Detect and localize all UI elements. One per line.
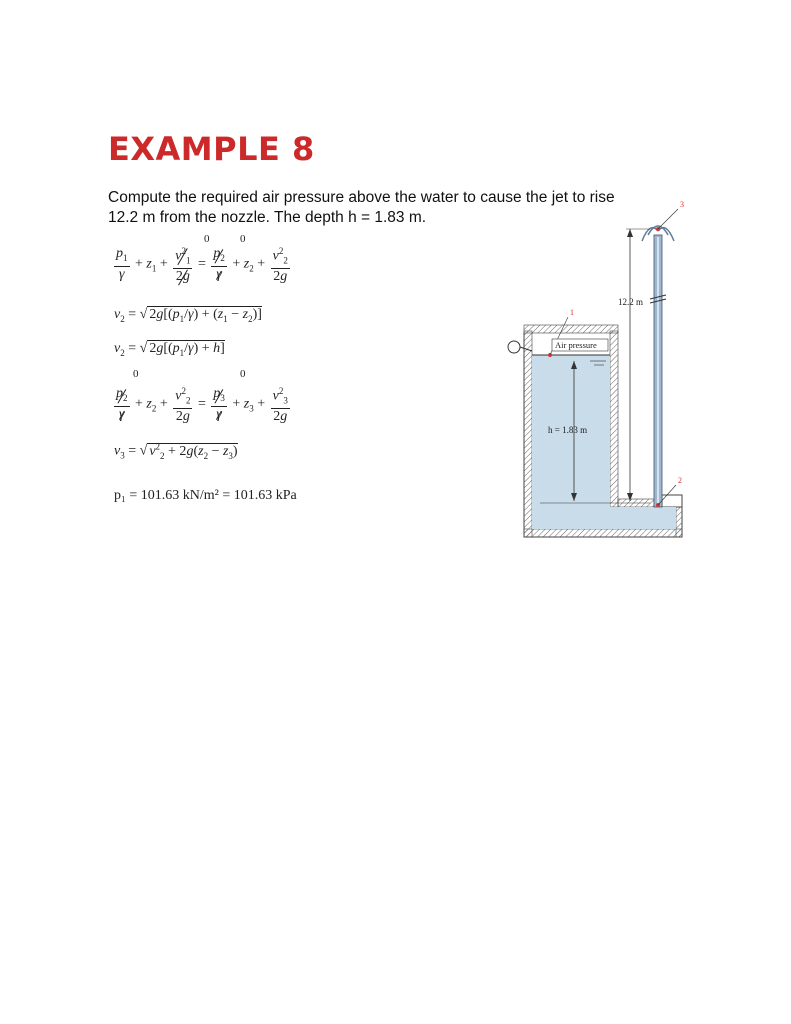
point-1-label: 1 <box>570 308 574 317</box>
zero-mark-4: 0 <box>240 368 246 380</box>
pressure-gauge <box>508 341 520 353</box>
tank-diagram <box>500 195 700 540</box>
v2-equation-a: $v_2$ = √ $2g[(p_1/\gamma) + (z_1 - z_2)]$ <box>114 307 262 324</box>
problem-line-1: Compute the required air pressure above the water to cause the jet to rise <box>108 189 615 206</box>
problem-line-2: 12.2 m from the nozzle. The depth h = 1.83 m. <box>108 209 427 226</box>
depth-label: h = 1.83 m <box>548 425 588 435</box>
air-pressure-label: Air pressure <box>555 340 597 350</box>
bernoulli-1-2: $\frac{p_1}{\gamma}$ + $z_1$ + $\frac{v^2_1}{2g}$ = $\frac{p_2}{\gamma}$ + $z_2$ + $\frac{v^2_2}{2g}$ <box>116 246 288 285</box>
p1-result: p₁ = 101.63 kN/m² = 101.63 kPa <box>114 488 297 503</box>
v2-equation-b: $v_2$ = √ $2g[(p_1/\gamma) + h]$ <box>114 341 225 358</box>
bernoulli-2-3: $\frac{p_2}{\gamma}$ + $z_2$ + $\frac{v^2_2}{2g}$ = $\frac{p_3}{\gamma}$ + $z_3$ + $\frac{v^2_3}{2g}$ <box>116 386 288 425</box>
zero-mark-1: 0 <box>204 233 210 245</box>
page-title: EXAMPLE 8 <box>108 130 315 168</box>
v3-equation: $v_3$ = √ $v^2_2 + 2g(z_2 - z_3)$ <box>114 441 238 461</box>
point-3-label: 3 <box>680 200 684 209</box>
point-2-label: 2 <box>678 476 682 485</box>
zero-mark-2: 0 <box>240 233 246 245</box>
zero-mark-3: 0 <box>133 368 139 380</box>
height-label: 12.2 m <box>618 297 644 307</box>
